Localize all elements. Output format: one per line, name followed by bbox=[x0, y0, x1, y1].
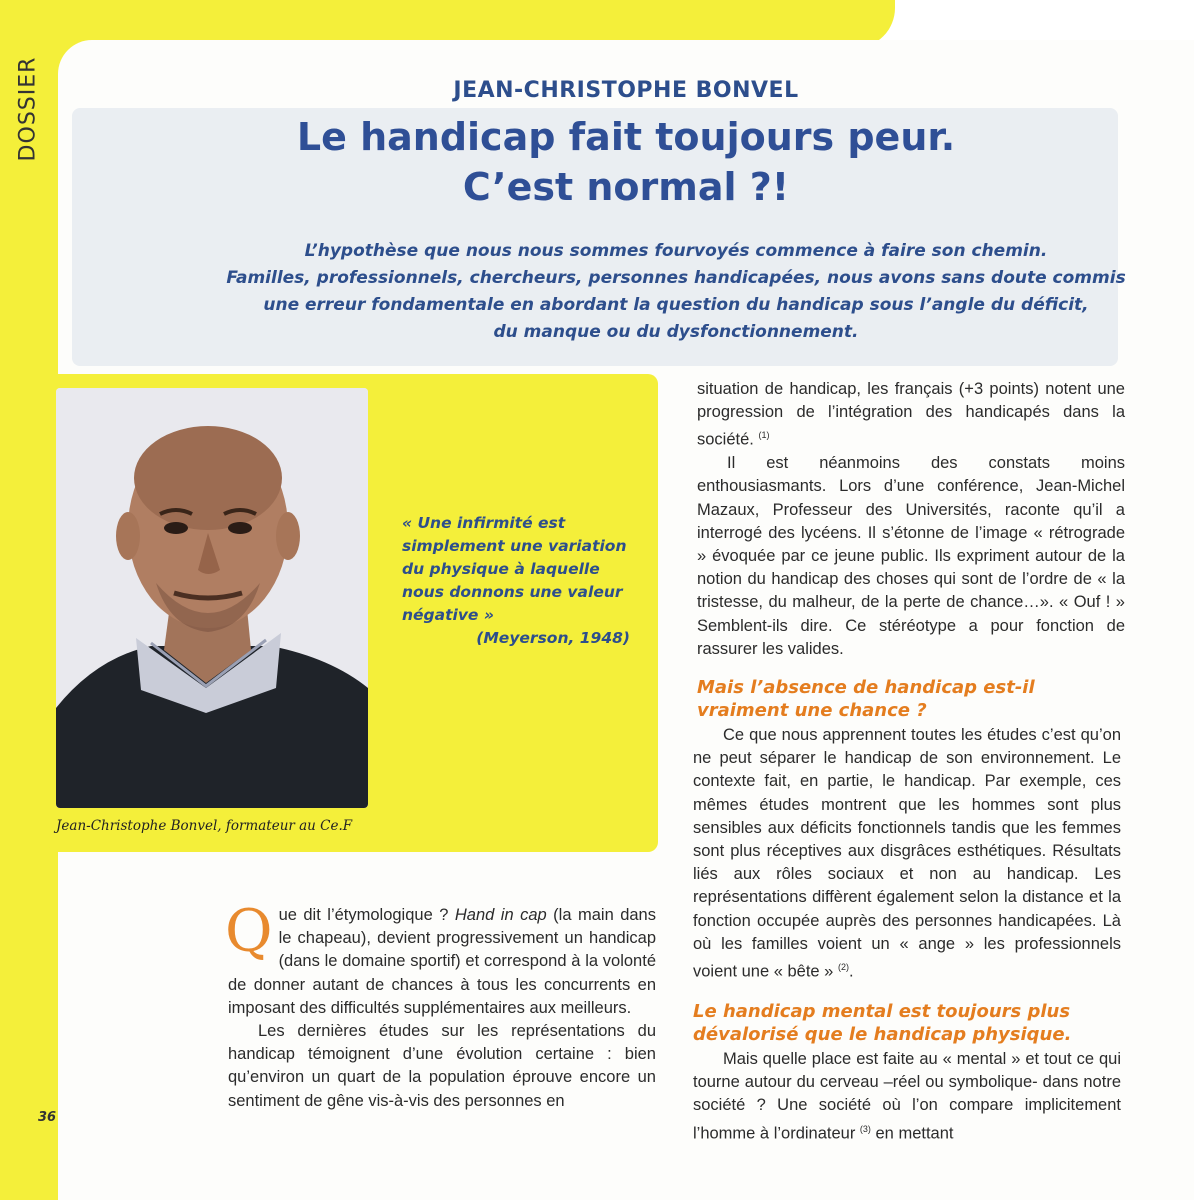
paragraph-text: situation de handicap, les français (+3 points) notent une progression de l’intégration des handicapés dans la société. bbox=[697, 380, 1125, 449]
subheading-line: vraiment une chance ? bbox=[697, 700, 927, 721]
body-paragraph bbox=[225, 897, 656, 1020]
paragraph-emphasis: Hand in cap bbox=[454, 906, 547, 924]
paragraph-text: . bbox=[848, 962, 854, 981]
quote-source: (Meyerson, 1948) bbox=[476, 629, 630, 647]
footnote-ref: (2) bbox=[837, 962, 849, 973]
paragraph-text: Mais quelle place est faite au « mental » et tout ce qui tourne autour du cerveau –réel ou symbolique- dans notre société ? Une société où l’on compare implicitement l’homme à l’ordinateur bbox=[693, 1050, 1121, 1143]
quote-line: nous donnons une valeur bbox=[402, 583, 623, 601]
article-title bbox=[58, 112, 1194, 212]
subheading bbox=[693, 1000, 1071, 1046]
subheading bbox=[697, 676, 1035, 722]
quote-line: du physique à laquelle bbox=[402, 560, 600, 578]
subheading-line: Le handicap mental est toujours plus bbox=[693, 1001, 1071, 1022]
lead-line: une erreur fondamentale en abordant la question du handicap sous l’angle du déficit, bbox=[263, 295, 1089, 315]
paragraph-text: Ce que nous apprennent toutes les études c’est qu’on ne peut séparer le handicap de son environnement. Le contexte fait, en partie, le handicap. Par exemple, ces mêmes études montrent que les hommes sont plus sensibles aux déficits fonctionnels tandis que les femmes sont plus réceptives aux disgrâces esthétiques. Résultats liés aux rôles sociaux et non au handicap. Les représentations diffèrent également selon la distance et la fonction occupée auprès des personnes handicapées. Là où les familles voient un « ange » les professionnels voient une « bête » bbox=[693, 726, 1121, 981]
photo-caption: Jean-Christophe Bonvel, formateur au Ce.F bbox=[56, 818, 353, 834]
lead-line: L’hypothèse que nous nous sommes fourvoyés commence à faire son chemin. bbox=[304, 241, 1048, 261]
quote-line: simplement une variation bbox=[402, 537, 627, 555]
body-paragraph bbox=[693, 1048, 1121, 1145]
drop-cap: Q bbox=[225, 897, 273, 965]
quote-line: « Une infirmité est bbox=[402, 514, 566, 532]
footnote-ref: (3) bbox=[859, 1123, 871, 1134]
title-line: C’est normal ?! bbox=[462, 165, 790, 209]
page-number: 36 bbox=[38, 1110, 57, 1125]
body-column-right-3 bbox=[693, 1048, 1121, 1145]
title-line: Le handicap fait toujours peur. bbox=[296, 115, 956, 159]
article-lead bbox=[196, 238, 1156, 346]
portrait-illustration bbox=[56, 388, 368, 808]
subheading-line: dévalorisé que le handicap physique. bbox=[693, 1024, 1072, 1045]
footnote-ref: (1) bbox=[758, 430, 770, 441]
body-paragraph bbox=[693, 724, 1121, 984]
quote-line: négative » bbox=[402, 606, 494, 624]
body-paragraph bbox=[697, 378, 1125, 452]
paragraph-text: (la main dans le chapeau), devient progressivement un handicap (dans le domaine sportif) et correspond à la volonté de donner autant de chances à tous les concurrents en imposant des difficultés supplémentaires aux meilleurs. bbox=[228, 906, 656, 1017]
paragraph-text: ue dit l’étymologique ? bbox=[278, 906, 455, 924]
body-column-left bbox=[225, 897, 656, 1113]
pull-quote bbox=[402, 512, 640, 650]
body-column-right-2 bbox=[693, 724, 1121, 984]
body-paragraph: Les dernières études sur les représentations du handicap témoignent d’une évolution certaine : bien qu’environ un quart de la population éprouve encore un sentiment de gêne vis-à-vis des personnes en bbox=[228, 1022, 656, 1110]
lead-line: Familles, professionnels, chercheurs, personnes handicapées, nous avons sans doute commis bbox=[226, 268, 1126, 288]
section-label bbox=[8, 44, 48, 174]
paragraph-text: en mettant bbox=[870, 1124, 954, 1143]
lead-line: du manque ou du dysfonctionnement. bbox=[493, 322, 859, 342]
section-label-text: DOSSIER bbox=[15, 56, 41, 162]
author-photo bbox=[56, 388, 368, 808]
body-column-right bbox=[697, 378, 1125, 661]
article-author: JEAN-CHRISTOPHE BONVEL bbox=[453, 78, 799, 103]
body-paragraph: Il est néanmoins des constats moins enthousiasmants. Lors d’une conférence, Jean-Michel Mazaux, Professeur des Universités, raconte qu’il a interrogé des lycéens. Il s’étonne de l’image « rétrograde » évoquée par ce jeune public. Ils expriment autour de la notion du handicap des choses qui sont de l’ordre de « la tristesse, du malheur, de la perte de chance…». « Ouf ! » Semblent-ils dire. Ce stéréotype a pour fonction de rassurer les valides. bbox=[697, 454, 1125, 658]
subheading-line: Mais l’absence de handicap est-il bbox=[697, 677, 1035, 698]
